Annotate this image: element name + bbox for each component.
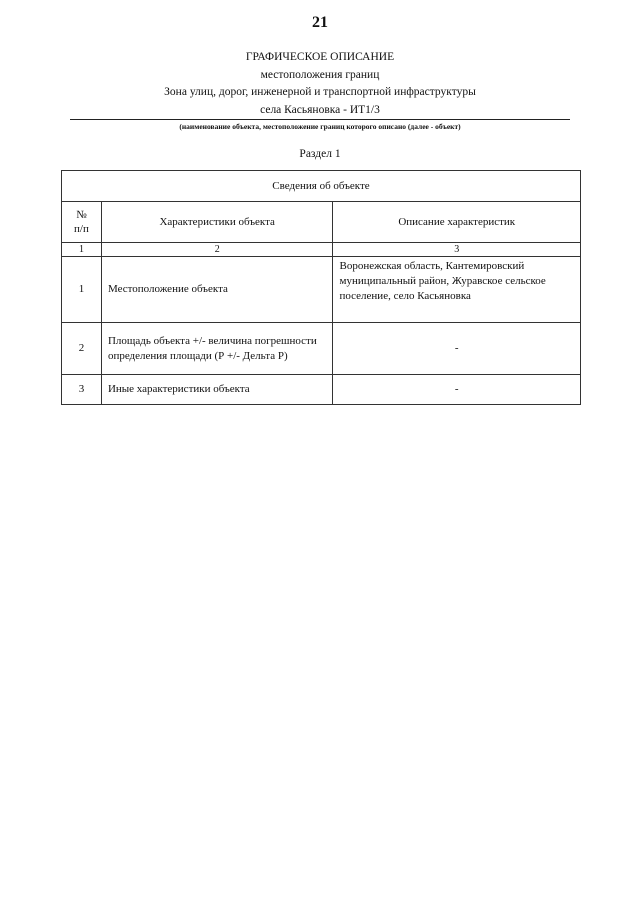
column-number-2: 2 xyxy=(101,243,333,257)
row-characteristic: Площадь объекта +/- величина погрешности определения площади (Р +/- Дельта Р) xyxy=(101,323,333,375)
header-characteristic: Характеристики объекта xyxy=(101,202,333,243)
table-caption: Сведения об объекте xyxy=(62,171,581,202)
table-row xyxy=(62,257,581,323)
row-index: 3 xyxy=(62,375,102,405)
header-description: Описание характеристик xyxy=(333,202,581,243)
row-index: 2 xyxy=(62,323,102,375)
row-description: - xyxy=(333,323,581,375)
title-line-3: Зона улиц, дорог, инженерной и транспортной инфраструктуры xyxy=(164,86,476,98)
title-line-4: села Касьяновка - ИТ1/3 xyxy=(70,102,570,121)
page-number: 21 xyxy=(312,14,328,31)
column-number-1: 1 xyxy=(62,243,102,257)
row-description: - xyxy=(333,375,581,405)
title-line-1: ГРАФИЧЕСКОЕ ОПИСАНИЕ xyxy=(245,51,395,63)
row-characteristic: Местоположение объекта xyxy=(101,257,333,323)
table-row xyxy=(62,323,581,375)
document-title xyxy=(70,49,570,132)
header-number: № п/п xyxy=(62,202,102,243)
column-number-3: 3 xyxy=(333,243,581,257)
object-info-table xyxy=(61,170,581,405)
table-row xyxy=(62,375,581,405)
row-index: 1 xyxy=(62,257,102,323)
section-title: Раздел 1 xyxy=(299,148,341,160)
row-characteristic: Иные характеристики объекта xyxy=(101,375,333,405)
object-note: (наименование объекта, местоположение границ которого описано (далее - объект) xyxy=(179,122,461,131)
title-line-2: местоположения границ xyxy=(260,68,380,81)
row-description: Воронежская область, Кантемировский муниципальный район, Журавское сельское поселение, село Касьяновка xyxy=(333,257,581,323)
